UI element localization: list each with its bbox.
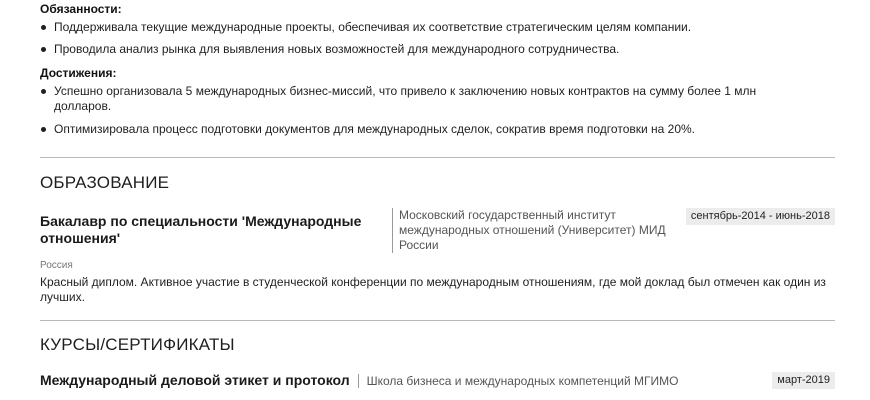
section-divider <box>40 320 835 321</box>
degree-title: Бакалавр по специальности 'Международные отношения' <box>40 213 362 246</box>
list-item: Успешно организовала 5 международных бизнес-миссий, что привело к заключению новых контрактов на сумму более 1 млн долларов. <box>40 84 835 114</box>
education-section-title: ОБРАЗОВАНИЕ <box>40 173 170 192</box>
courses-section-title: КУРСЫ/СЕРТИФИКАТЫ <box>40 335 235 354</box>
education-description: Красный диплом. Активное участие в студенческой конференции по международным отношениям, где мой доклад был отмечен как один из лучших. <box>40 275 826 304</box>
duties-list <box>40 20 835 57</box>
course-date-badge: март-2019 <box>772 372 835 389</box>
list-item: Оптимизировала процесс подготовки документов для международных сделок, сократив время подготовки на 20%. <box>40 122 835 137</box>
course-provider: Школа бизнеса и международных компетенций МГИМО <box>358 374 679 388</box>
section-divider <box>40 157 835 158</box>
course-entry <box>40 372 835 389</box>
education-location: Россия <box>40 260 73 271</box>
education-entry <box>40 208 835 253</box>
course-title: Международный деловой этикет и протокол <box>40 372 350 388</box>
institution-name: Московский государственный институт международных отношений (Университет) МИД России <box>392 208 678 253</box>
list-item: Поддерживала текущие международные проекты, обеспечивая их соответствие стратегическим целям компании. <box>40 20 835 35</box>
duties-heading: Обязанности: <box>40 2 122 16</box>
list-item: Проводила анализ рынка для выявления новых возможностей для международного сотрудничества. <box>40 42 835 57</box>
achievements-list <box>40 84 835 137</box>
achievements-heading: Достижения: <box>40 66 117 80</box>
education-dates-badge: сентябрь-2014 - июнь-2018 <box>686 208 835 225</box>
